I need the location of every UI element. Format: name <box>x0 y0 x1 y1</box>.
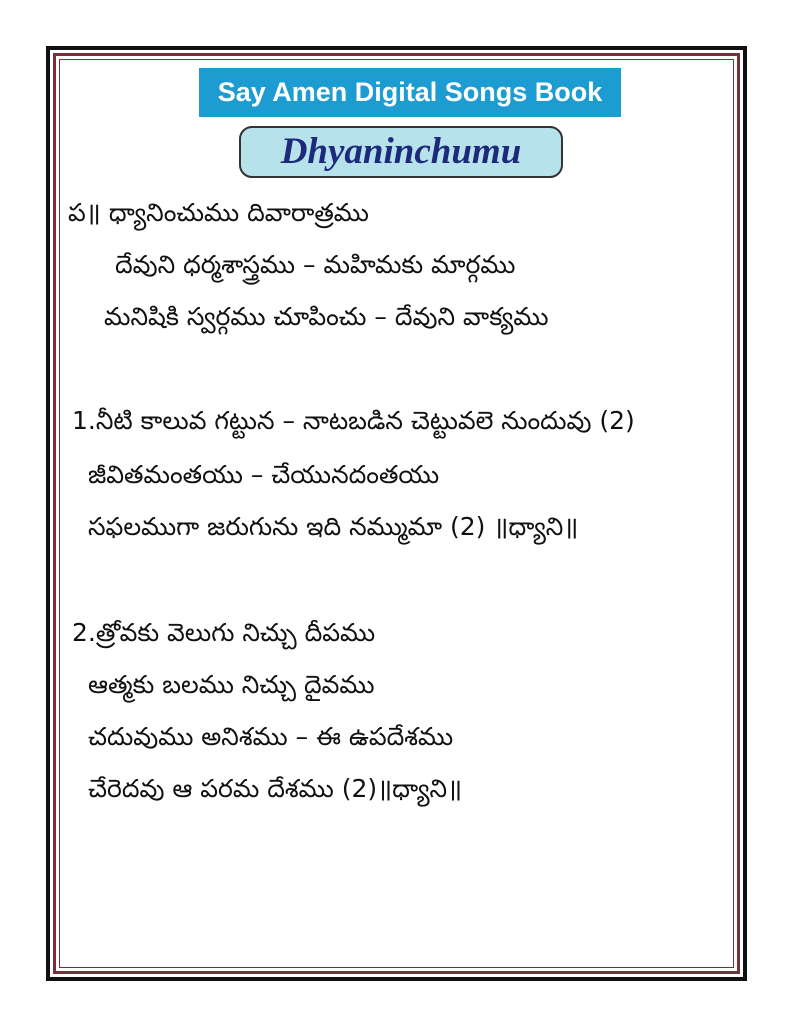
stanza2-line-1: 2.త్రోవకు వెలుగు నిచ్చు దీపము <box>72 618 376 647</box>
pallavi-line-3: మనిషికి స్వర్గము చూపించు – దేవుని వాక్యము <box>104 302 549 331</box>
stanza2-line-4: చేరెదవు ఆ పరమ దేశము (2)॥ధ్యాని॥ <box>88 774 463 803</box>
pallavi-line-2: దేవుని ధర్మశాస్త్రము – మహిమకు మార్గము <box>115 250 516 279</box>
stanza1-line-3: సఫలముగా జరుగును ఇది నమ్ముమా (2) ॥ధ్యాని॥ <box>88 512 579 541</box>
stanza1-line-1: 1.నీటి కాలువ గట్టున – నాటబడిన చెట్టువలె నుందువు (2) <box>72 406 635 435</box>
stanza2-line-2: ఆత్మకు బలము నిచ్చు దైవము <box>88 670 375 699</box>
book-banner: Say Amen Digital Songs Book <box>199 68 621 117</box>
pallavi-line-1: ప॥ ధ్యానించుము దివారాత్రము <box>68 198 369 227</box>
song-title: Dhyaninchumu <box>239 126 563 178</box>
stanza1-line-2: జీవితమంతయు – చేయునదంతయు <box>88 460 440 489</box>
stanza2-line-3: చదువుము అనిశము – ఈ ఉపదేశము <box>88 722 454 751</box>
